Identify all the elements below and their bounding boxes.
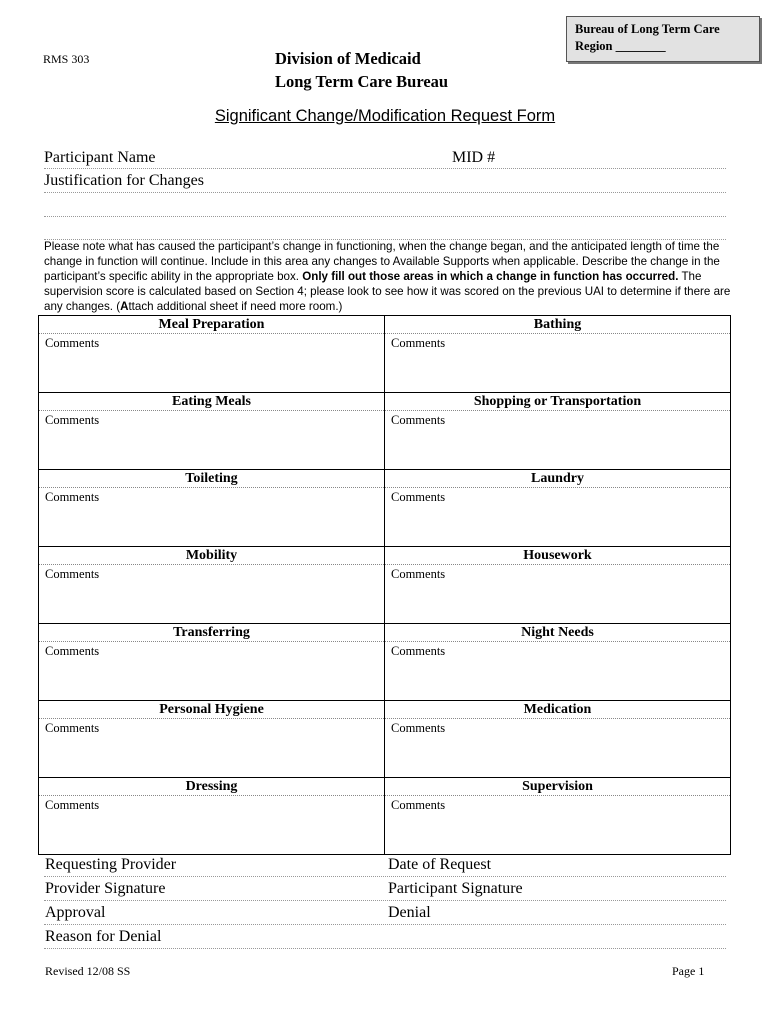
activity-cell	[385, 393, 731, 470]
activity-cell	[385, 547, 731, 624]
activity-grid	[38, 315, 731, 855]
reason-for-denial-line[interactable]	[44, 948, 726, 949]
activity-box	[385, 393, 730, 469]
grid-row	[39, 470, 731, 547]
comments-field[interactable]: Comments	[45, 721, 100, 735]
activity-cell	[39, 624, 385, 701]
activity-cell	[39, 778, 385, 855]
bureau-label: Bureau of Long Term Care	[575, 22, 720, 36]
activity-cell	[385, 778, 731, 855]
activity-heading: Eating Meals	[39, 393, 384, 411]
comments-field[interactable]: Comments	[45, 798, 100, 812]
activity-box	[39, 624, 384, 700]
activity-box	[385, 778, 730, 854]
activity-heading: Housework	[385, 547, 730, 565]
activity-cell	[39, 316, 385, 393]
division-line-2: Long Term Care Bureau	[275, 72, 449, 91]
activity-heading: Supervision	[385, 778, 730, 796]
grid-row	[39, 778, 731, 855]
bureau-region-box	[566, 16, 760, 62]
comments-field[interactable]: Comments	[391, 336, 446, 350]
grid-row	[39, 624, 731, 701]
comments-field[interactable]: Comments	[391, 798, 446, 812]
mid-label: MID #	[452, 149, 496, 166]
justification-line-2[interactable]	[44, 216, 726, 217]
instructions-text: Please note what has caused the participant’s change in functioning, when the change began, and the anticipated length of time the change in function will continue. Include in this area any changes to Available Supports when applicable. Describe the change in the participant’s specific ability in the appropriate box. Only fill out those areas in which a change in function has occurred. The supervision score is calculated based on Section 4; please look to see how it was scored on the previous UAI to determine if there are any changes. (Attach additional sheet if need more room.)	[44, 240, 731, 313]
activity-heading: Shopping or Transportation	[385, 393, 730, 411]
activity-heading: Personal Hygiene	[39, 701, 384, 719]
division-line-1: Division of Medicaid	[275, 49, 421, 68]
comments-field[interactable]: Comments	[391, 567, 446, 581]
comments-field[interactable]: Comments	[45, 567, 100, 581]
comments-field[interactable]: Comments	[45, 644, 100, 658]
requesting-provider-label: Requesting Provider	[45, 856, 177, 873]
activity-cell	[385, 701, 731, 778]
region-field[interactable]: Region ________	[575, 39, 666, 53]
activity-box	[39, 778, 384, 854]
grid-row	[39, 316, 731, 393]
requesting-provider-line[interactable]	[44, 876, 726, 877]
reason-for-denial-label: Reason for Denial	[45, 928, 162, 945]
comments-field[interactable]: Comments	[391, 490, 446, 504]
activity-cell	[39, 470, 385, 547]
signature-line[interactable]	[44, 900, 726, 901]
activity-cell	[39, 393, 385, 470]
activity-heading: Mobility	[39, 547, 384, 565]
participant-name-line[interactable]	[44, 168, 726, 169]
approval-denial-line[interactable]	[44, 924, 726, 925]
activity-box	[39, 393, 384, 469]
activity-box	[39, 701, 384, 777]
activity-box	[385, 316, 730, 392]
participant-signature-label: Participant Signature	[388, 880, 523, 897]
activity-cell	[385, 624, 731, 701]
grid-row	[39, 701, 731, 778]
activity-box	[39, 316, 384, 392]
form-title: Significant Change/Modification Request Form	[214, 107, 556, 125]
activity-heading: Laundry	[385, 470, 730, 488]
activity-cell	[385, 316, 731, 393]
comments-field[interactable]: Comments	[391, 721, 446, 735]
comments-field[interactable]: Comments	[45, 336, 100, 350]
date-of-request-label: Date of Request	[388, 856, 492, 873]
activity-box	[385, 701, 730, 777]
form-number: RMS 303	[43, 52, 90, 66]
activity-box	[385, 470, 730, 546]
justification-label: Justification for Changes	[44, 172, 204, 189]
activity-cell	[39, 547, 385, 624]
justification-line-1[interactable]	[44, 192, 726, 193]
comments-field[interactable]: Comments	[391, 644, 446, 658]
participant-name-label: Participant Name	[44, 149, 156, 166]
activity-cell	[39, 701, 385, 778]
activity-cell	[385, 470, 731, 547]
activity-heading: Dressing	[39, 778, 384, 796]
activity-heading: Night Needs	[385, 624, 730, 642]
activity-box	[39, 470, 384, 546]
activity-heading: Toileting	[39, 470, 384, 488]
division-title	[275, 47, 448, 93]
approval-label: Approval	[45, 904, 106, 921]
page-number: Page 1	[672, 964, 705, 978]
activity-heading: Bathing	[385, 316, 730, 334]
revised-note: Revised 12/08 SS	[45, 964, 131, 978]
activity-heading: Medication	[385, 701, 730, 719]
comments-field[interactable]: Comments	[45, 413, 100, 427]
provider-signature-label: Provider Signature	[45, 880, 166, 897]
denial-label: Denial	[388, 904, 431, 921]
activity-box	[385, 547, 730, 623]
activity-box	[39, 547, 384, 623]
grid-row	[39, 547, 731, 624]
comments-field[interactable]: Comments	[45, 490, 100, 504]
grid-row	[39, 393, 731, 470]
activity-box	[385, 624, 730, 700]
activity-heading: Meal Preparation	[39, 316, 384, 334]
comments-field[interactable]: Comments	[391, 413, 446, 427]
activity-heading: Transferring	[39, 624, 384, 642]
